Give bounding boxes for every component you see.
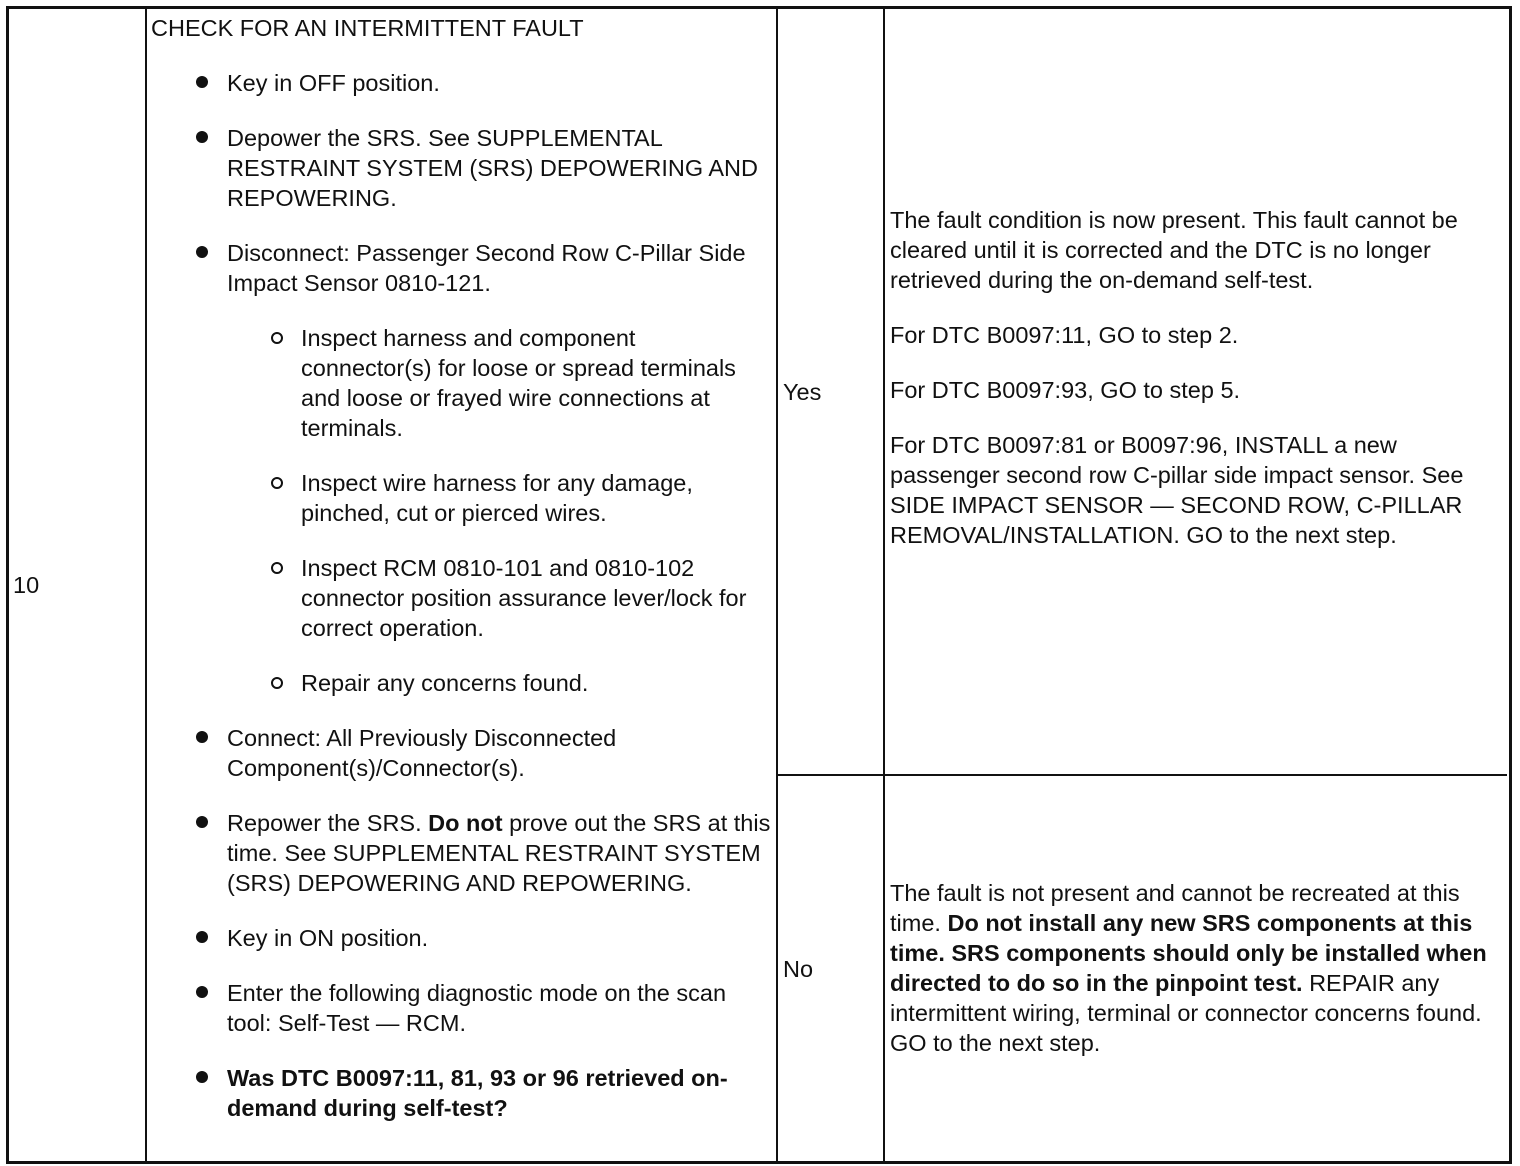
repower-text: Repower the SRS. bbox=[227, 810, 422, 836]
inspection-list bbox=[227, 323, 771, 698]
result-paragraph: For DTC B0097:81 or B0097:96, INSTALL a new passenger second row C-pillar side impact sensor. See SIDE IMPACT SENSOR — SECOND ROW, C-PILLAR REMOVAL/INSTALLATION. GO to the next step. bbox=[890, 432, 1464, 548]
step-number: 10 bbox=[13, 572, 40, 598]
result-paragraph: For DTC B0097:11, GO to step 2. bbox=[890, 322, 1239, 348]
list-item: Repair any concerns found. bbox=[227, 668, 771, 698]
result-paragraph: The fault condition is now present. This fault cannot be cleared until it is corrected and the DTC is no longer retrieved during the on-demand self-test. bbox=[890, 207, 1458, 293]
no-result bbox=[890, 878, 1500, 1083]
no-label: No bbox=[783, 956, 814, 982]
emphasis: Do not install any new SRS components at this time. SRS components should only be installed when directed to do so in the pinpoint test. bbox=[890, 910, 1487, 996]
list-item bbox=[151, 1063, 771, 1123]
list-item bbox=[151, 808, 771, 898]
list-item: Connect: All Previously Disconnected Component(s)/Connector(s). bbox=[151, 723, 771, 783]
result-text: The fault is not present and cannot be recreated at this time. bbox=[890, 880, 1460, 936]
yes-result bbox=[890, 205, 1500, 575]
list-item: Inspect RCM 0810-101 and 0810-102 connector position assurance lever/lock for correct operation. bbox=[227, 553, 771, 643]
emphasis: Do not bbox=[428, 810, 503, 836]
row-divider bbox=[776, 774, 1507, 776]
list-item: Inspect harness and component connector(s) for loose or spread terminals and loose or frayed wire connections at terminals. bbox=[227, 323, 771, 443]
list-item: Key in ON position. bbox=[151, 923, 771, 953]
list-item: Depower the SRS. See SUPPLEMENTAL RESTRAINT SYSTEM (SRS) DEPOWERING AND REPOWERING. bbox=[151, 123, 771, 213]
list-item: Key in OFF position. bbox=[151, 68, 771, 98]
test-procedure bbox=[151, 13, 771, 1123]
column-divider bbox=[145, 6, 147, 1161]
result-paragraph: For DTC B0097:93, GO to step 5. bbox=[890, 377, 1241, 403]
list-item: Inspect wire harness for any damage, pinched, cut or pierced wires. bbox=[227, 468, 771, 528]
result-paragraph bbox=[890, 878, 1500, 1058]
test-question: Was DTC B0097:11, 81, 93 or 96 retrieved on-demand during self-test? bbox=[227, 1065, 728, 1121]
column-divider bbox=[883, 6, 885, 1161]
yes-label: Yes bbox=[783, 379, 822, 405]
column-divider bbox=[776, 6, 778, 1161]
action-list bbox=[151, 68, 771, 1123]
disconnect-text: Disconnect: Passenger Second Row C-Pillar Side Impact Sensor 0810-121. bbox=[227, 240, 746, 296]
repower-text: prove out the SRS at this time. See SUPPLEMENTAL RESTRAINT SYSTEM (SRS) DEPOWERING AND REPOWERING. bbox=[227, 810, 771, 896]
step-title: CHECK FOR AN INTERMITTENT FAULT bbox=[151, 15, 584, 41]
list-item bbox=[151, 238, 771, 698]
result-text: REPAIR any intermittent wiring, terminal or connector concerns found. GO to the next step. bbox=[890, 970, 1482, 1056]
list-item: Enter the following diagnostic mode on the scan tool: Self-Test — RCM. bbox=[151, 978, 771, 1038]
